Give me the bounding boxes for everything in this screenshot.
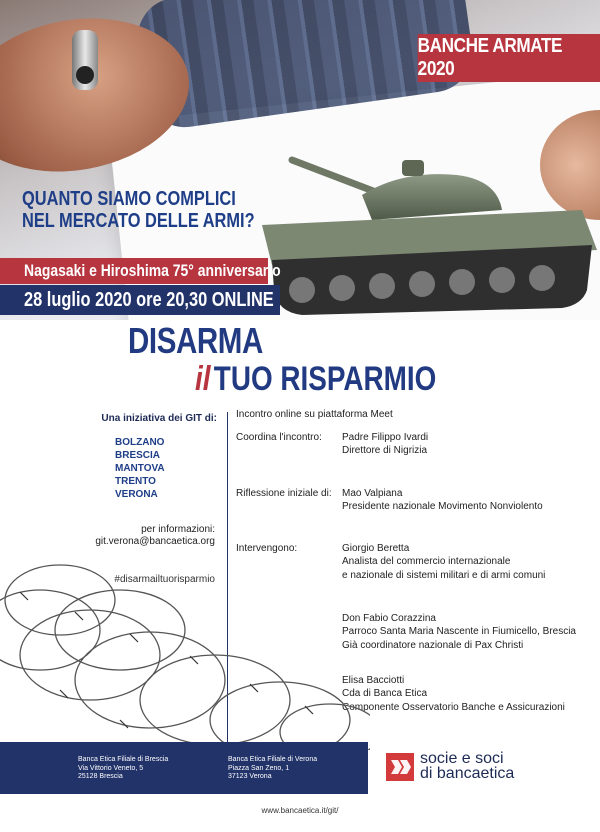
address-line: Piazza San Zeno, 1 [228, 764, 290, 772]
coord-name: Padre Filippo Ivardi [342, 432, 429, 443]
city-item: BRESCIA [115, 450, 161, 461]
tank-illustration [252, 140, 600, 330]
bancaetica-logo-icon [386, 753, 414, 781]
speaker-name: Giorgio Beretta [342, 543, 410, 554]
city-item: BOLZANO [115, 437, 165, 448]
address-line: Banca Etica Filiale di Verona [228, 756, 318, 763]
city-item: MANTOVA [115, 463, 165, 474]
coord-role: Direttore di Nigrizia [342, 445, 428, 456]
city-item: VERONA [115, 489, 158, 500]
question-line-2: NEL MERCATO DELLE ARMI? [22, 210, 255, 232]
speaker-role: Cda di Banca Etica [342, 688, 428, 699]
datetime-band [0, 285, 280, 315]
speakers-label: Intervengono: [236, 543, 298, 554]
speaker-role: Componente Osservatorio Banche e Assicurazioni [342, 702, 565, 713]
organizers-intro: Una iniziativa dei GIT di: [101, 413, 217, 424]
bancaetica-logo-text [420, 751, 514, 781]
speaker-role: Parroco Santa Maria Nascente in Fiumicello, Brescia [342, 626, 576, 637]
question-line-1: QUANTO SIAMO COMPLICI [22, 188, 236, 210]
question-heading [22, 188, 255, 232]
address-line: 25128 Brescia [78, 773, 123, 780]
headline-tuo-risparmio: TUO RISPARMIO [213, 360, 437, 398]
barbed-wire-illustration [0, 560, 370, 750]
speaker-name: Don Fabio Corazzina [342, 613, 436, 624]
anniversary-band [0, 258, 281, 284]
event-badge: BANCHE ARMATE 2020 [418, 34, 600, 82]
intro-label: Riflessione iniziale di: [236, 488, 332, 499]
speaker-role: Già coordinatore nazionale di Pax Christi [342, 640, 524, 651]
headline-il: il [195, 360, 211, 398]
speaker-name: Elisa Bacciotti [342, 675, 405, 686]
website-link[interactable]: www.bancaetica.it/git/ [261, 806, 339, 815]
info-label: per informazioni: [141, 524, 215, 535]
logo-line-2: di bancaetica [420, 765, 515, 782]
logo-line-1: socie e soci [420, 750, 504, 767]
headline-risparmio [195, 360, 436, 399]
hashtag: #disarmailtuorisparmio [114, 574, 215, 585]
cities-list [115, 436, 165, 501]
info-email[interactable]: git.verona@bancaetica.org [95, 536, 215, 547]
address-line: Banca Etica Filiale di Brescia [78, 756, 169, 763]
headline-disarma: DISARMA [128, 320, 263, 361]
pen-tip [76, 66, 94, 84]
speaker-role: e nazionale di sistemi militari e di armi comuni [342, 570, 546, 581]
city-item: TRENTO [115, 476, 156, 487]
address-verona [228, 756, 317, 782]
intro-name: Mao Valpiana [342, 488, 403, 499]
address-line: Via Vittorio Veneto, 5 [78, 764, 144, 772]
address-line: 37123 Verona [228, 773, 272, 780]
speaker-role: Analista del commercio internazionale [342, 556, 511, 567]
footer-bar [0, 742, 368, 794]
platform-text: Incontro online su piattaforma Meet [236, 409, 393, 420]
intro-role: Presidente nazionale Movimento Nonviolento [342, 501, 543, 512]
anniversary-text: Nagasaki e Hiroshima 75° anniversario [24, 261, 281, 280]
address-brescia [78, 756, 168, 782]
datetime-text: 28 luglio 2020 ore 20,30 ONLINE [24, 289, 274, 311]
coord-label: Coordina l'incontro: [236, 432, 322, 443]
